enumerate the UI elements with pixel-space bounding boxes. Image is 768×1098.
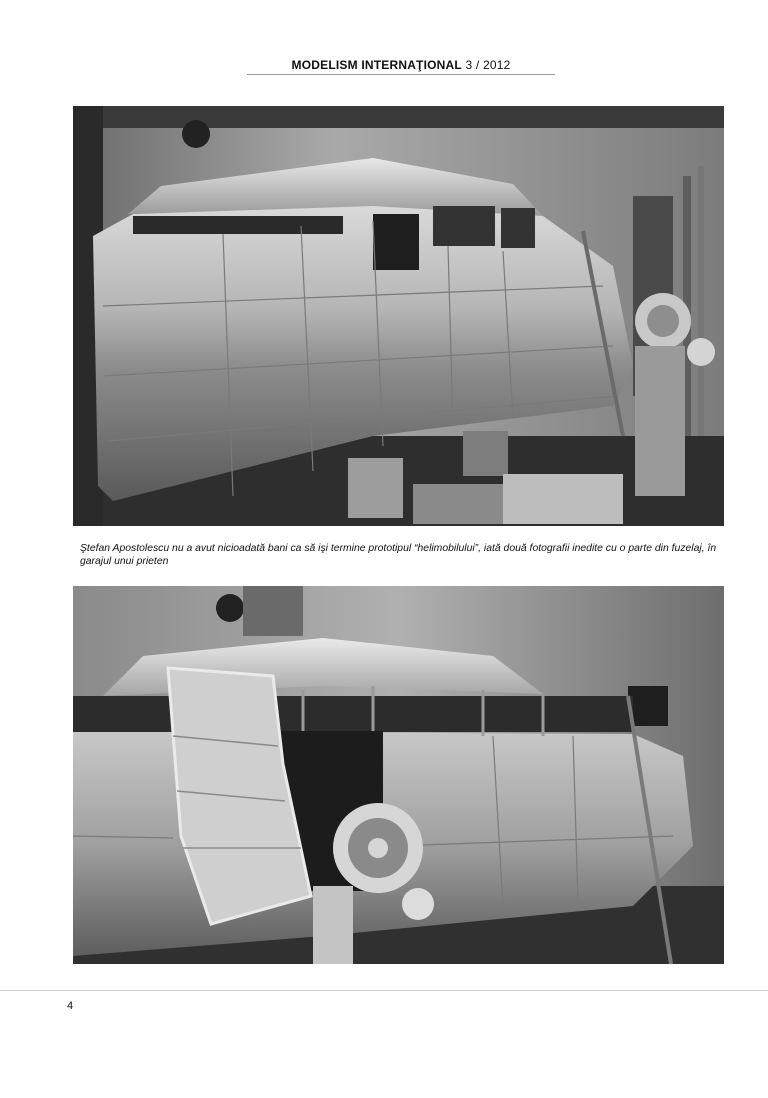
page-header [247,58,555,72]
fuselage-photo-bottom [73,586,724,964]
fuselage-photo-top [73,106,724,526]
page-number: 4 [67,1000,74,1012]
magazine-title: MODELISM INTERNAŢIONAL [291,58,462,72]
header-divider [247,74,555,75]
footer-divider [0,990,768,991]
photo-caption: Ştefan Apostolescu nu a avut nicioadată bani ca să işi termine prototipul “helimobilului”, iată două fotografii inedite cu o parte din fuzelaj, în garajul unui prieten [80,543,717,567]
issue-number: 3 / 2012 [465,58,511,72]
fuselage-door-image [73,586,724,964]
fuselage-side-image [73,106,724,526]
